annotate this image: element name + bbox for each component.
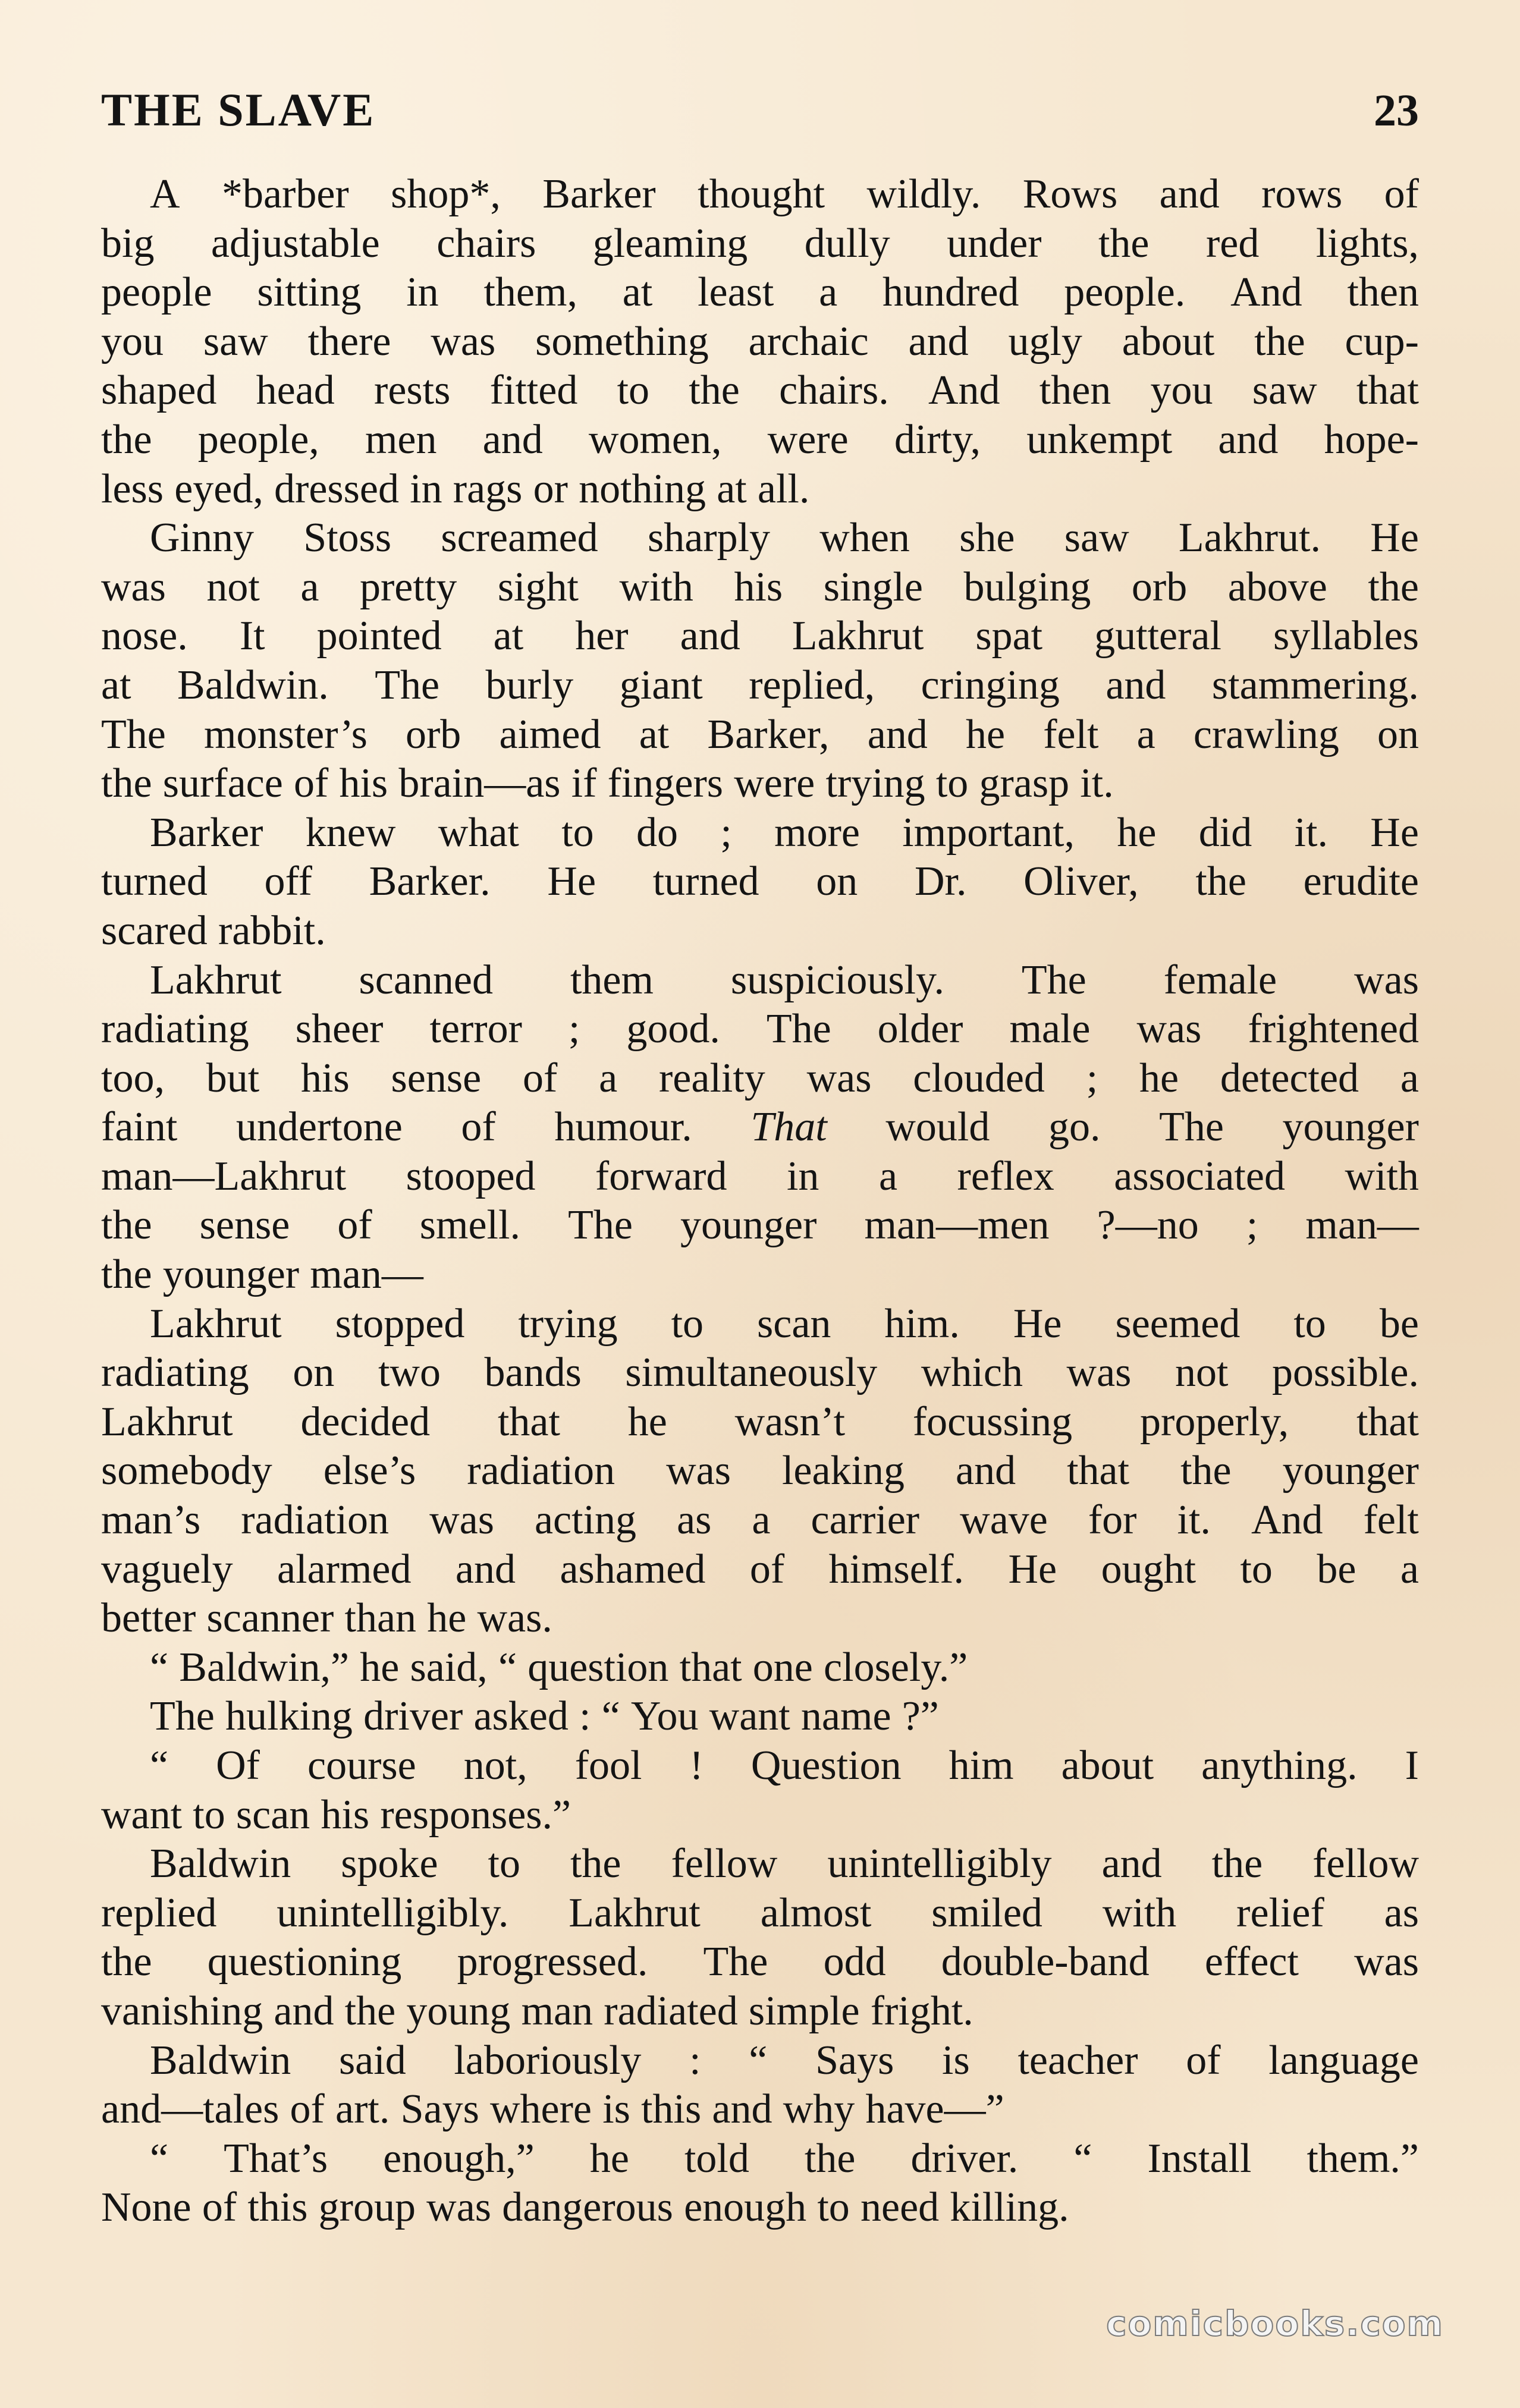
text-line: A *barber shop*, Barker thought wildly. Rows and rows of xyxy=(150,171,1419,217)
text-line: Barker knew what to do ; more important, he did it. He xyxy=(150,809,1419,856)
book-page xyxy=(101,83,1419,2233)
text-line: was not a pretty sight with his single bulging orb above the xyxy=(101,564,1419,610)
text-line: The monster’s orb aimed at Barker, and he felt a crawling on xyxy=(101,711,1419,757)
paragraph xyxy=(101,1741,1419,1840)
text-line: replied unintelligibly. Lakhrut almost smiled with relief as xyxy=(101,1890,1419,1936)
paragraph xyxy=(101,1643,1419,1693)
paragraph xyxy=(101,170,1419,514)
text-line: the younger man— xyxy=(101,1252,423,1298)
text-line: Baldwin spoke to the fellow unintelligibly and the fellow xyxy=(150,1841,1419,1887)
text-line: “ Baldwin,” he said, “ question that one closely.” xyxy=(150,1644,968,1690)
text-line: scared rabbit. xyxy=(101,907,326,954)
text-line: radiating on two bands simultaneously which was not possible. xyxy=(101,1350,1419,1396)
body-text xyxy=(101,170,1419,2233)
paragraph xyxy=(101,956,1419,1300)
text-line: Lakhrut scanned them suspiciously. The female was xyxy=(150,957,1419,1003)
page-number: 23 xyxy=(1374,86,1419,136)
text-line: and—tales of art. Says where is this and why have—” xyxy=(101,2086,1004,2133)
paragraph xyxy=(101,2036,1419,2134)
text-line: man’s radiation was acting as a carrier wave for it. And felt xyxy=(101,1497,1419,1543)
text-line: “ Of course not, fool ! Question him about anything. I xyxy=(150,1743,1419,1788)
text-line: vaguely alarmed and ashamed of himself. He ought to be a xyxy=(101,1546,1419,1592)
text-line: turned off Barker. He turned on Dr. Oliver, the erudite xyxy=(101,859,1419,905)
text-line: “ That’s enough,” he told the driver. “ Install them.” xyxy=(150,2135,1419,2181)
text-line: Ginny Stoss screamed sharply when she saw Lakhrut. He xyxy=(150,515,1419,561)
text-line: want to scan his responses.” xyxy=(101,1791,571,1838)
text-line: None of this group was dangerous enough to need killing. xyxy=(101,2184,1069,2231)
paragraph xyxy=(101,1300,1419,1643)
text-line: too, but his sense of a reality was clouded ; he detected a xyxy=(101,1055,1419,1101)
text-line: Lakhrut stopped trying to scan him. He seemed to be xyxy=(150,1300,1419,1347)
text-line: somebody else’s radiation was leaking and that the younger xyxy=(101,1448,1419,1494)
text-line: nose. It pointed at her and Lakhrut spat gutteral syllables xyxy=(101,613,1419,659)
text-line: the surface of his brain—as if fingers were trying to grasp it. xyxy=(101,760,1114,807)
text-line: Baldwin said laboriously : “ Says is teacher of language xyxy=(150,2037,1419,2083)
paragraph xyxy=(101,1840,1419,2036)
running-head xyxy=(101,83,1419,149)
text-line: shaped head rests fitted to the chairs. And then you saw that xyxy=(101,367,1419,414)
paragraph xyxy=(101,1692,1419,1741)
text-line: people sitting in them, at least a hundred people. And then xyxy=(101,269,1419,316)
paragraph xyxy=(101,809,1419,956)
text-line: you saw there was something archaic and ugly about the cup- xyxy=(101,318,1419,364)
text-line: the people, men and women, were dirty, unkempt and hope- xyxy=(101,416,1419,463)
text-line: less eyed, dressed in rags or nothing at all. xyxy=(101,466,810,512)
chapter-title: THE SLAVE xyxy=(101,84,376,136)
text-line: big adjustable chairs gleaming dully under the red lights, xyxy=(101,220,1419,266)
text-line: at Baldwin. The burly giant replied, cringing and stammering. xyxy=(101,662,1419,708)
text-line: The hulking driver asked : “ You want name ?” xyxy=(150,1693,939,1740)
text-line: radiating sheer terror ; good. The older male was frightened xyxy=(101,1006,1419,1052)
text-line: faint undertone of humour. That would go. The younger xyxy=(101,1104,1419,1150)
text-line: vanishing and the young man radiated simple fright. xyxy=(101,1988,973,2034)
text-line: better scanner than he was. xyxy=(101,1595,552,1642)
paragraph xyxy=(101,514,1419,809)
watermark-logo: comicbooks.com xyxy=(1106,2303,1444,2344)
text-line: Lakhrut decided that he wasn’t focussing properly, that xyxy=(101,1398,1419,1445)
text-line: man—Lakhrut stooped forward in a reflex associated with xyxy=(101,1153,1419,1199)
paragraph xyxy=(101,2134,1419,2233)
text-line: the questioning progressed. The odd double-band effect was xyxy=(101,1939,1419,1985)
text-line: the sense of smell. The younger man—men ?—no ; man— xyxy=(101,1202,1419,1249)
